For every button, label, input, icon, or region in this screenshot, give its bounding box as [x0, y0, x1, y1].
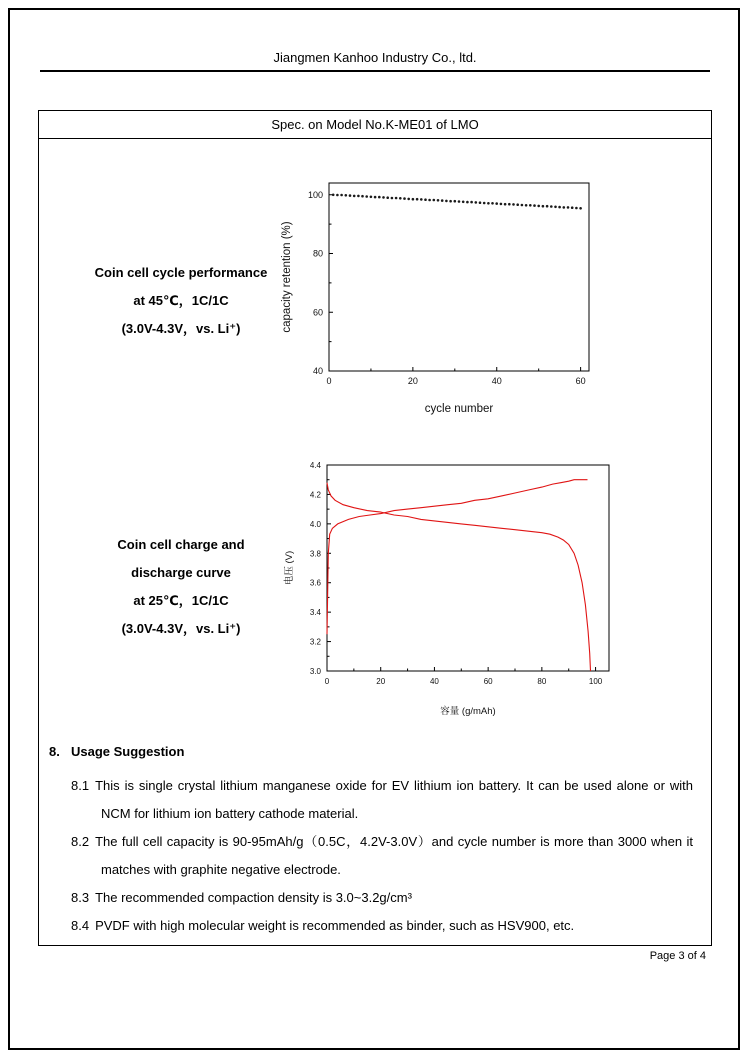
svg-text:80: 80	[537, 677, 547, 686]
svg-text:60: 60	[575, 376, 586, 386]
usage-item-number: 8.4	[71, 918, 90, 933]
charge-discharge-label-line-2: discharge curve	[131, 565, 231, 580]
company-header: Jiangmen Kanhoo Industry Co., ltd.	[273, 50, 477, 65]
svg-text:3.0: 3.0	[309, 667, 321, 676]
usage-heading-number: 8.	[49, 744, 60, 759]
spec-title: Spec. on Model No.K-ME01 of LMO	[39, 111, 711, 139]
svg-text:cycle number: cycle number	[424, 403, 494, 415]
usage-heading	[49, 741, 693, 763]
cycle-performance-chart	[277, 169, 607, 419]
usage-suggestion-section	[49, 741, 693, 940]
svg-text:3.4: 3.4	[309, 608, 321, 618]
cycle-performance-label-line-1: Coin cell cycle performance	[94, 265, 268, 280]
svg-text:40: 40	[312, 366, 323, 376]
svg-text:3.8: 3.8	[309, 549, 321, 559]
usage-heading-text: Usage Suggestion	[71, 744, 185, 759]
usage-item-8-1	[71, 772, 693, 828]
usage-item-8-2	[71, 828, 693, 884]
usage-item-text: The recommended compaction density is 3.0~3.2g/cm³	[95, 890, 412, 905]
svg-text:80: 80	[312, 248, 323, 259]
usage-item-number: 8.3	[71, 890, 90, 905]
svg-text:电压 (V): 电压 (V)	[284, 550, 295, 586]
page-number: Page 3 of 4	[649, 950, 706, 962]
svg-text:4.2: 4.2	[309, 490, 321, 500]
usage-item-8-4	[71, 912, 693, 940]
cycle-performance-label-line-2: at 45℃，1C/1C	[133, 293, 229, 308]
svg-text:容量 (g/mAh): 容量 (g/mAh)	[440, 706, 496, 717]
spec-box	[38, 110, 712, 946]
charge-discharge-label-line-4: (3.0V-4.3V，vs. Li⁺)	[121, 621, 241, 636]
svg-text:3.2: 3.2	[309, 637, 321, 647]
header-rule	[40, 70, 710, 72]
svg-text:40: 40	[491, 376, 502, 386]
svg-text:3.6: 3.6	[309, 578, 321, 588]
charge-discharge-label-line-3: at 25℃，1C/1C	[133, 593, 229, 608]
charge-discharge-label	[65, 531, 297, 643]
svg-text:capacity retention (%): capacity retention (%)	[281, 221, 293, 333]
svg-text:100: 100	[588, 677, 603, 686]
svg-text:100: 100	[307, 189, 323, 200]
charge-discharge-label-line-1: Coin cell charge and	[117, 537, 245, 552]
cycle-performance-label-line-3: (3.0V-4.3V，vs. Li⁺)	[121, 321, 241, 336]
svg-text:20: 20	[407, 376, 418, 386]
svg-text:20: 20	[376, 677, 386, 686]
usage-item-text: The full cell capacity is 90-95mAh/g（0.5C，4.2V-3.0V）and cycle number is more than 3000 when it matches with graphite negative electrode.	[95, 834, 693, 877]
usage-item-text: This is single crystal lithium manganese oxide for EV lithium ion battery. It can be used alone or with NCM for lithium ion battery cathode material.	[95, 778, 693, 821]
svg-text:4.0: 4.0	[309, 519, 321, 529]
svg-text:60: 60	[312, 307, 323, 318]
cycle-performance-label	[65, 259, 297, 343]
svg-text:60: 60	[483, 677, 493, 686]
svg-text:0: 0	[326, 376, 332, 386]
usage-item-number: 8.2	[71, 834, 90, 849]
usage-item-8-3	[71, 884, 693, 912]
svg-text:40: 40	[429, 677, 439, 686]
usage-item-number: 8.1	[71, 778, 90, 793]
svg-text:0: 0	[324, 677, 330, 686]
charge-discharge-chart	[279, 451, 629, 721]
usage-item-text: PVDF with high molecular weight is recommended as binder, such as HSV900, etc.	[95, 918, 575, 933]
svg-text:4.4: 4.4	[309, 461, 321, 470]
